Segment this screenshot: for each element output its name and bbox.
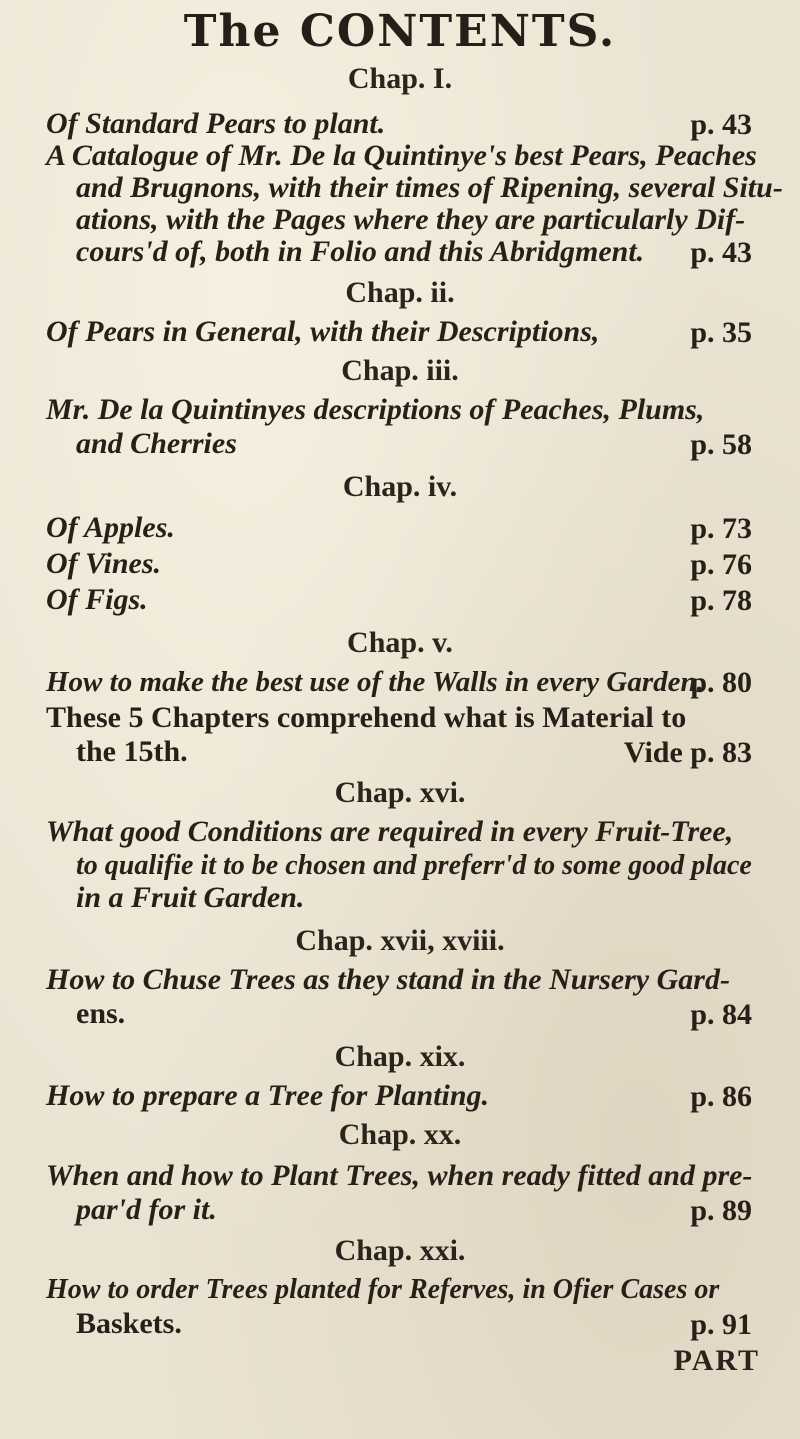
page-ref: p. 89 [690,1194,752,1227]
catchword: PART [673,1344,760,1377]
entry-line: in a Fruit Garden. [76,881,305,914]
entry-line: Of Vines. [46,547,162,580]
entry-line: and Brugnons, with their times of Ripening, several Situ- [76,171,783,204]
entry-line: These 5 Chapters comprehend what is Material to [46,701,687,734]
page-ref: p. 58 [690,428,752,461]
page-ref: Vide p. 83 [623,736,752,769]
chapter-heading: Chap. xvii, xviii. [295,924,505,957]
entry-line: ations, with the Pages where they are particularly Dif- [76,203,746,236]
page-ref: p. 80 [690,666,752,699]
entry-line: A Catalogue of Mr. De la Quintinye's best Pears, Peaches [46,139,757,172]
entry-line: Of Apples. [46,511,175,544]
page-heading: The CONTENTS. [183,6,617,57]
entry-line: Of Standard Pears to plant. [46,107,386,140]
entry-line: How to make the best use of the Walls in every Garden. [46,666,704,698]
entry-line: Mr. De la Quintinyes descriptions of Peaches, Plums, [46,393,705,426]
chapter-heading: Chap. ii. [345,276,455,309]
page-ref: p. 43 [690,108,752,141]
page-ref: p. 73 [690,512,752,545]
page-ref: p. 43 [690,236,752,269]
entry-line: What good Conditions are required in every Fruit-Tree, [46,815,734,848]
page-ref: p. 78 [690,584,752,617]
entry-line: How to Chuse Trees as they stand in the Nursery Gard- [46,963,730,996]
entry-line: the 15th. [76,735,188,768]
entry-line: Of Pears in General, with their Descriptions, [46,315,600,348]
page-ref: p. 84 [690,998,752,1031]
entry-line: and Cherries [76,427,237,460]
page-ref: p. 86 [690,1080,752,1113]
chapter-heading: Chap. xxi. [334,1234,466,1267]
entry-line: ens. [76,997,126,1030]
entry-line: Of Figs. [46,583,148,616]
chapter-heading: Chap. iv. [342,470,458,503]
entry-line: cours'd of, both in Folio and this Abridgment. [76,235,645,268]
chapter-heading: Chap. I. [347,62,453,95]
entry-line: to qualifie it to be chosen and preferr'd to some good place [76,850,752,881]
entry-line: How to order Trees planted for Referves, in Ofier Cases or [46,1274,720,1305]
chapter-heading: Chap. xix. [334,1040,466,1073]
chapter-heading: Chap. iii. [341,354,459,387]
chapter-heading: Chap. xx. [338,1118,462,1151]
entry-line: Baskets. [76,1307,182,1340]
page-ref: p. 91 [690,1308,752,1341]
entry-line: When and how to Plant Trees, when ready fitted and pre- [46,1159,753,1192]
chapter-heading: Chap. v. [347,626,453,659]
page-ref: p. 35 [690,316,752,349]
entry-line: How to prepare a Tree for Planting. [46,1079,490,1112]
chapter-heading: Chap. xvi. [334,776,466,809]
page-ref: p. 76 [690,548,752,581]
entry-line: par'd for it. [76,1193,217,1226]
